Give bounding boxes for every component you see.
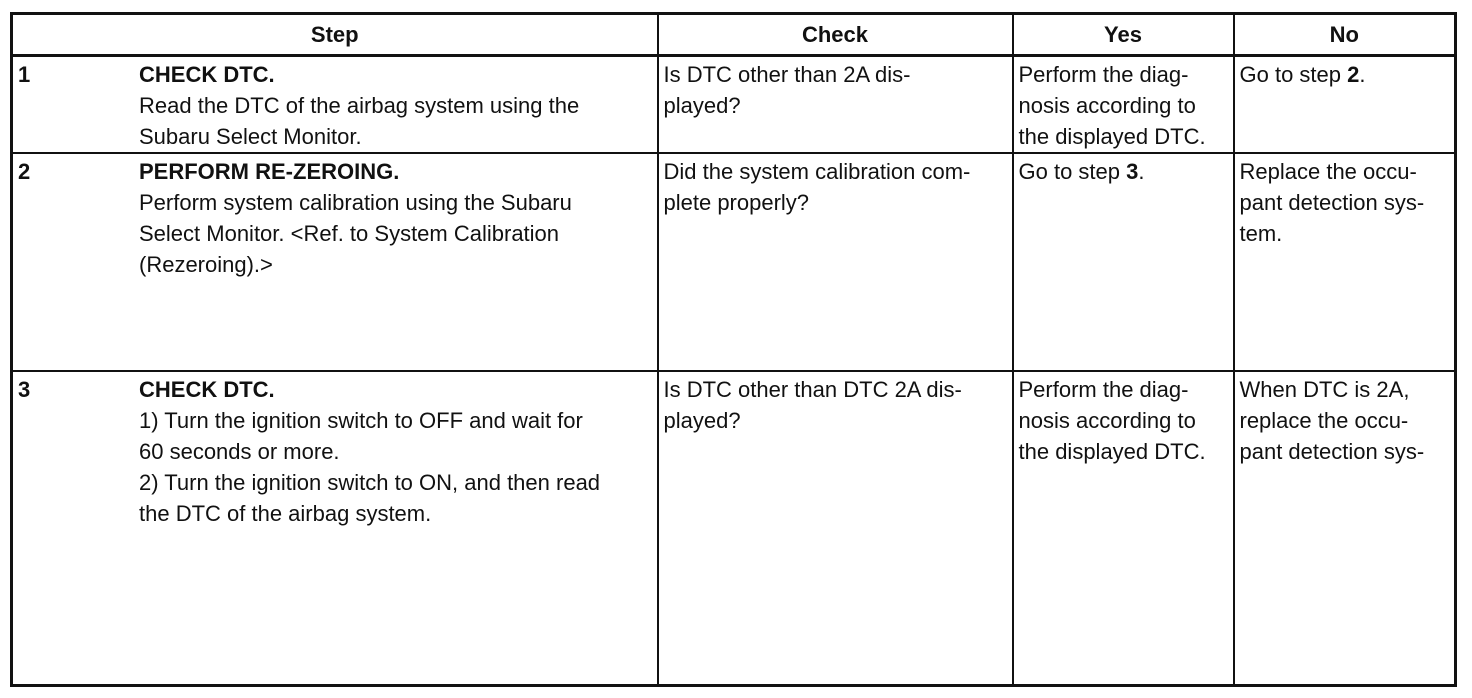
step-body [139, 59, 652, 152]
yes-line: the displayed DTC. [1018, 124, 1206, 149]
no-text: Go to step [1239, 62, 1348, 87]
check-line: Is DTC other than DTC 2A dis- [663, 377, 962, 402]
header-yes: Yes [1013, 14, 1234, 56]
header-step: Step [12, 14, 658, 56]
no-line: tem. [1239, 221, 1283, 246]
step-number: 1 [18, 62, 31, 87]
step-title: CHECK DTC. [139, 62, 275, 87]
diagnostic-table [10, 12, 1457, 687]
step-line: Subaru Select Monitor. [139, 124, 362, 149]
check-line: Is DTC other than 2A dis- [663, 62, 911, 87]
header-check: Check [658, 14, 1013, 56]
check-line: Did the system calibration com- [663, 159, 971, 184]
step-body [139, 156, 652, 280]
no-cell [1234, 371, 1456, 686]
no-cell [1234, 153, 1456, 371]
yes-text: Go to step [1018, 159, 1127, 184]
step-line: Perform system calibration using the Subaru [139, 190, 572, 215]
step-number: 3 [18, 377, 31, 402]
yes-line: Perform the diag- [1018, 62, 1189, 87]
yes-cell [1013, 371, 1234, 686]
yes-step-ref: 3 [1126, 159, 1139, 184]
step-number: 2 [18, 159, 31, 184]
table-row [12, 371, 1456, 686]
table-row [12, 153, 1456, 371]
step-line: Read the DTC of the airbag system using the [139, 93, 580, 118]
step-line: Select Monitor. <Ref. to System Calibration [139, 221, 560, 246]
no-step-ref: 2 [1347, 62, 1360, 87]
yes-line: Perform the diag- [1018, 377, 1189, 402]
no-line: pant detection sys- [1239, 190, 1425, 215]
no-cell [1234, 56, 1456, 154]
yes-text-suffix: . [1138, 159, 1145, 184]
no-line: replace the occu- [1239, 408, 1409, 433]
yes-line: nosis according to [1018, 93, 1196, 118]
no-text-suffix: . [1359, 62, 1366, 87]
step-line: 1) Turn the ignition switch to OFF and wait for [139, 408, 583, 433]
yes-cell [1013, 56, 1234, 154]
no-line: When DTC is 2A, [1239, 377, 1410, 402]
step-line: the DTC of the airbag system. [139, 501, 432, 526]
yes-cell [1013, 153, 1234, 371]
check-cell [658, 371, 1013, 686]
check-cell [658, 153, 1013, 371]
no-line: pant detection sys- [1239, 439, 1425, 464]
yes-line: the displayed DTC. [1018, 439, 1206, 464]
header-row [12, 14, 1456, 56]
step-line: 60 seconds or more. [139, 439, 340, 464]
yes-line: nosis according to [1018, 408, 1196, 433]
step-cell [12, 153, 658, 371]
step-title: CHECK DTC. [139, 377, 275, 402]
check-line: played? [663, 93, 741, 118]
check-line: plete properly? [663, 190, 810, 215]
step-cell [12, 371, 658, 686]
step-body [139, 374, 652, 529]
check-cell [658, 56, 1013, 154]
step-line: 2) Turn the ignition switch to ON, and then read [139, 470, 601, 495]
step-title: PERFORM RE-ZEROING. [139, 159, 400, 184]
no-line: Replace the occu- [1239, 159, 1417, 184]
table-row [12, 56, 1456, 154]
header-no: No [1234, 14, 1456, 56]
check-line: played? [663, 408, 741, 433]
step-line: (Rezeroing).> [139, 252, 273, 277]
step-cell [12, 56, 658, 154]
